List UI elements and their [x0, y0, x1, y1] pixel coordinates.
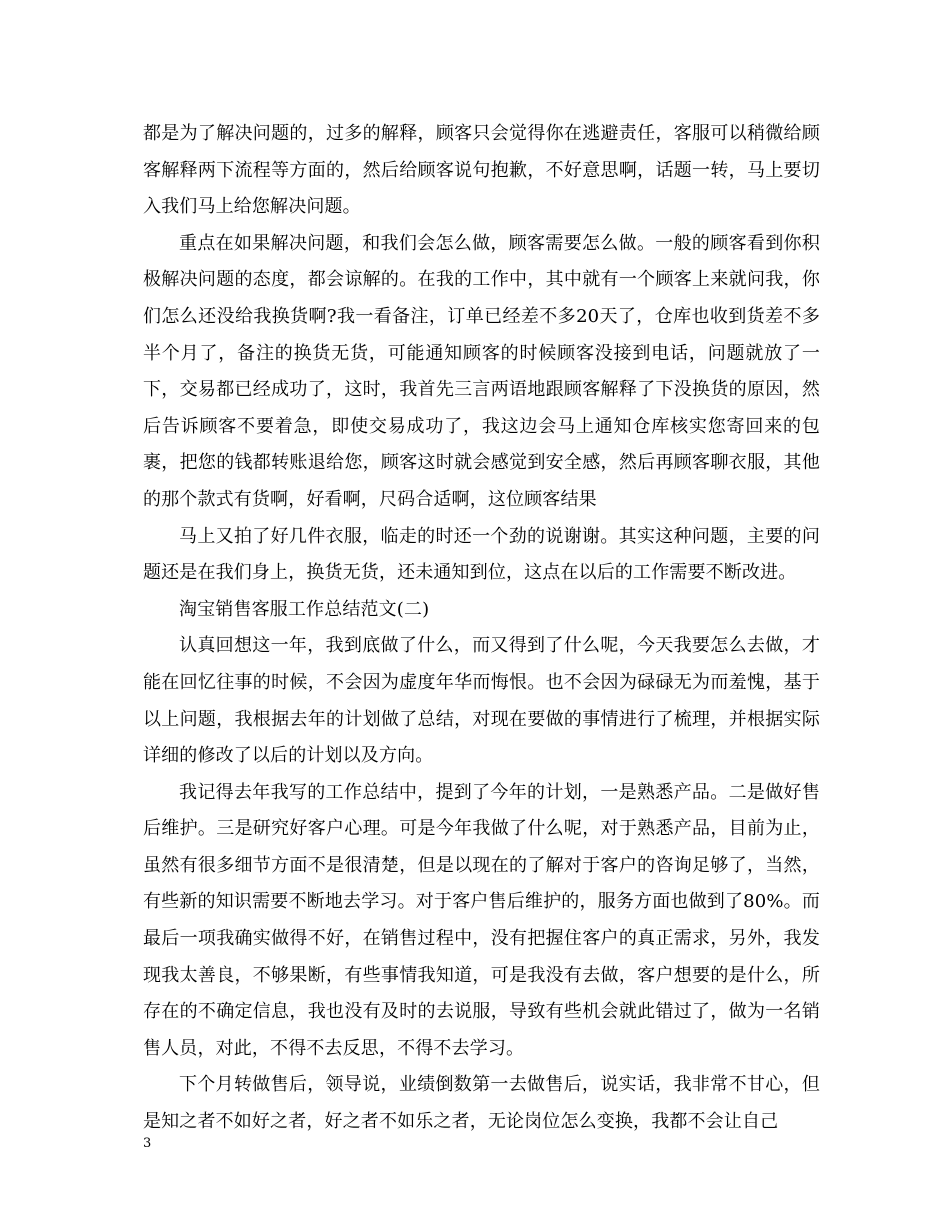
document-body [143, 116, 820, 1141]
paragraph-last-year-plan: 我记得去年我写的工作总结中，提到了今年的计划，一是熟悉产品。二是做好售后维护。三是研究好客户心理。可是今年我做了什么呢，对于熟悉产品，目前为止，虽然有很多细节方面不是很清楚，但是以现在的了解对于客户的咨询足够了，当然，有些新的知识需要不断地去学习。对于客户售后维护的，服务方面也做到了80%。而最后一项我确实做得不好，在销售过程中，没有把握住客户的真正需求，另外，我发现我太善良，不够果断，有些事情我知道，可是我没有去做，客户想要的是什么，所存在的不确定信息，我也没有及时的去说服，导致有些机会就此错过了，做为一名销售人员，对此，不得不去反思，不得不去学习。 [143, 781, 820, 1059]
paragraph-continuation: 都是为了解决问题的，过多的解释，顾客只会觉得你在逃避责任，客服可以稍微给顾客解释两下流程等方面的，然后给顾客说句抱歉，不好意思啊，话题一转，马上要切入我们马上给您解决问题。 [143, 123, 820, 218]
paragraph-problem-solving: 重点在如果解决问题，和我们会怎么做，顾客需要怎么做。一般的顾客看到你积极解决问题的态度，都会谅解的。在我的工作中，其中就有一个顾客上来就问我，你们怎么还没给我换货啊?我一看备注，订单已经差不多20天了，仓库也收到货差不多半个月了，备注的换货无货，可能通知顾客的时候顾客没接到电话，问题就放了一下，交易都已经成功了，这时，我首先三言两语地跟顾客解释了下没换货的原因，然后告诉顾客不要着急，即使交易成功了，我这边会马上通知仓库核实您寄回来的包裹，把您的钱都转账退给您，顾客这时就会感觉到安全感，然后再顾客聊衣服，其他的那个款式有货啊，好看啊，尺码合适啊，这位顾客结果 [143, 232, 820, 510]
paragraph-customer-outcome: 马上又拍了好几件衣服，临走的时还一个劲的说谢谢。其实这种问题，主要的问题还是在我们身上，换货无货，还未通知到位，这点在以后的工作需要不断改进。 [143, 525, 820, 584]
paragraph-year-reflection: 认真回想这一年，我到底做了什么，而又得到了什么呢，今天我要怎么去做，才能在回忆往事的时候，不会因为虚度年华而悔恨。也不会因为碌碌无为而羞愧，基于以上问题，我根据去年的计划做了总结，对现在要做的事情进行了梳理，并根据实际详细的修改了以后的计划以及方向。 [143, 635, 820, 767]
section-heading: 淘宝销售客服工作总结范文(二) [179, 598, 430, 620]
page-number: 3 [143, 1136, 152, 1151]
paragraph-next-month: 下个月转做售后，领导说，业绩倒数第一去做售后，说实话，我非常不甘心，但是知之者不如好之者，好之者不如乐之者，无论岗位怎么变换，我都不会让自己 [143, 1074, 820, 1133]
